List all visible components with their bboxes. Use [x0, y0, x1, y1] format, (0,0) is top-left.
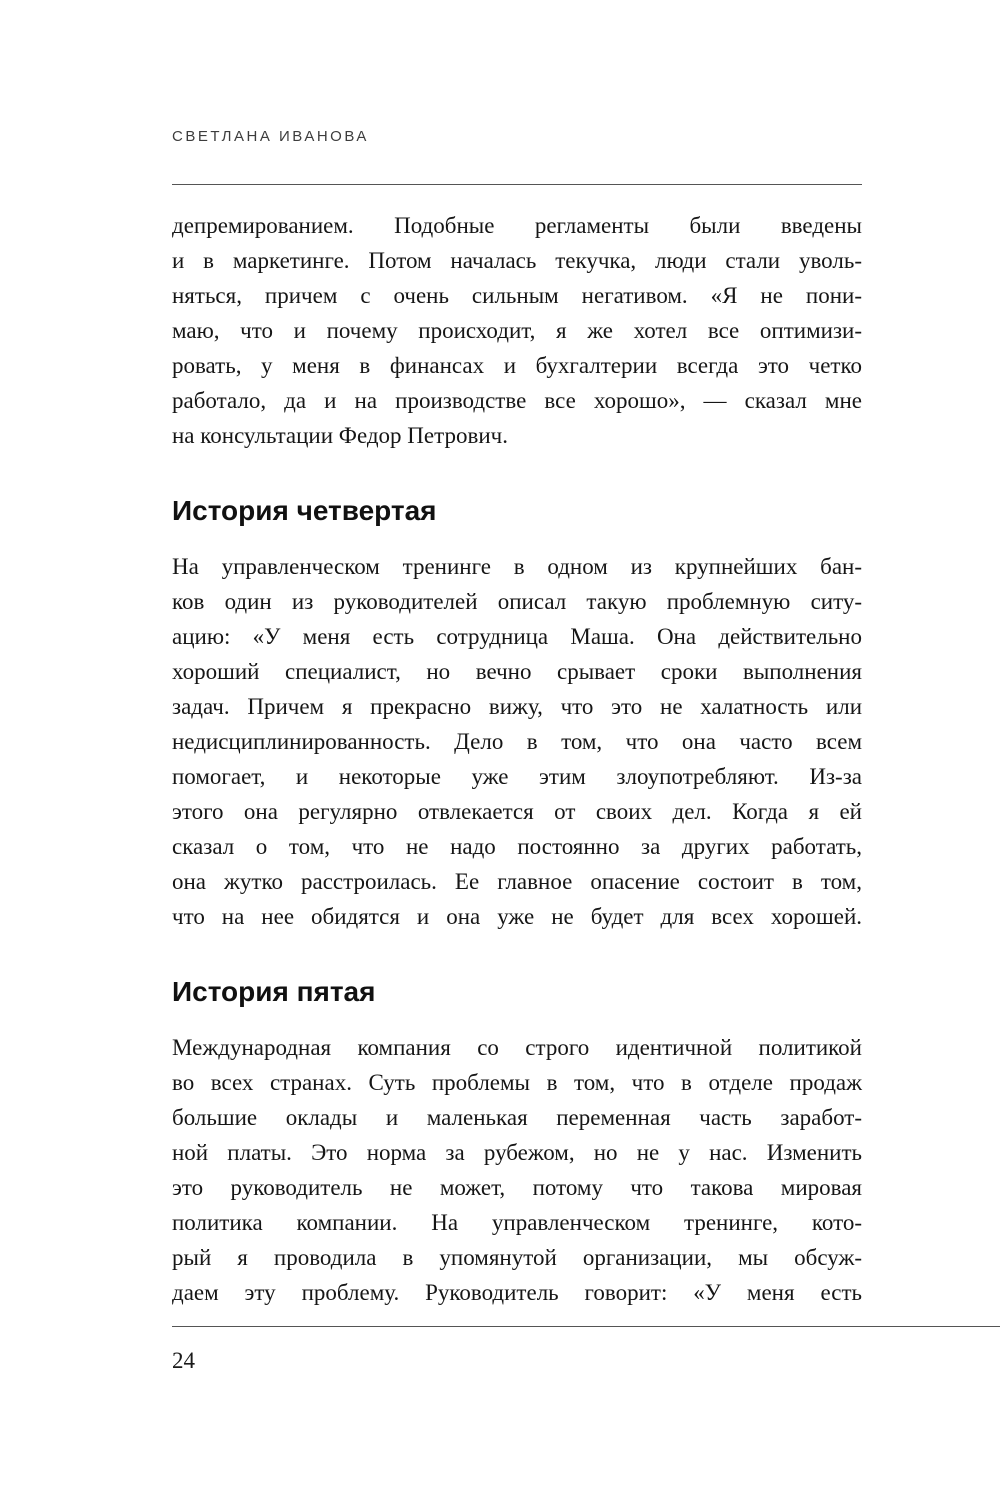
text-column	[172, 128, 862, 1310]
body-paragraph	[172, 208, 862, 453]
text-line: и в маркетинге. Потом началась текучка, люди стали уволь-	[172, 248, 862, 273]
section-heading-story-five: История пятая	[172, 976, 376, 1007]
text-line: что на нее обидятся и она уже не будет для всех хорошей.	[172, 904, 862, 929]
text-line: большие оклады и маленькая переменная часть заработ-	[172, 1105, 862, 1130]
text-line: сказал о том, что не надо постоянно за других работать,	[172, 834, 862, 859]
text-line: этого она регулярно отвлекается от своих дел. Когда я ей	[172, 799, 862, 824]
text-line: политика компании. На управленческом тренинге, кото-	[172, 1210, 862, 1235]
text-line: даем эту проблему. Руководитель говорит: «У меня есть	[172, 1280, 862, 1305]
text-line: ной платы. Это норма за рубежом, но не у нас. Изменить	[172, 1140, 862, 1165]
text-line: ровать, у меня в финансах и бухгалтерии всегда это четко	[172, 353, 862, 378]
page-number: 24	[172, 1348, 195, 1373]
text-line: маю, что и почему происходит, я же хотел все оптимизи-	[172, 318, 862, 343]
text-line: это руководитель не может, потому что такова мировая	[172, 1175, 862, 1200]
text-line: депремированием. Подобные регламенты были введены	[172, 213, 862, 238]
body-paragraph	[172, 1030, 862, 1310]
text-line: недисциплинированность. Дело в том, что она часто всем	[172, 729, 862, 754]
text-line: рый я проводила в упомянутой организации, мы обсуж-	[172, 1245, 862, 1270]
footer-rule	[172, 1326, 1000, 1327]
body-paragraph	[172, 549, 862, 934]
text-line: ацию: «У меня есть сотрудница Маша. Она действительно	[172, 624, 862, 649]
text-line: ков один из руководителей описал такую проблемную ситу-	[172, 589, 862, 614]
text-line: Международная компания со строго идентичной политикой	[172, 1035, 862, 1060]
text-line: няться, причем с очень сильным негативом. «Я не пони-	[172, 283, 862, 308]
text-line: она жутко расстроилась. Ее главное опасение состоит в том,	[172, 869, 862, 894]
text-line: во всех странах. Суть проблемы в том, что в отделе продаж	[172, 1070, 862, 1095]
section-heading-story-four: История четвертая	[172, 495, 437, 526]
running-header: СВЕТЛАНА ИВАНОВА	[172, 128, 369, 145]
text-line: задач. Причем я прекрасно вижу, что это не халатность или	[172, 694, 862, 719]
text-line: На управленческом тренинге в одном из крупнейших бан-	[172, 554, 862, 579]
text-line: на консультации Федор Петрович.	[172, 423, 508, 448]
text-line: хороший специалист, но вечно срывает сроки выполнения	[172, 659, 862, 684]
text-line: работало, да и на производстве все хорошо», — сказал мне	[172, 388, 862, 413]
header-rule	[172, 184, 862, 185]
text-line: помогает, и некоторые уже этим злоупотребляют. Из-за	[172, 764, 862, 789]
